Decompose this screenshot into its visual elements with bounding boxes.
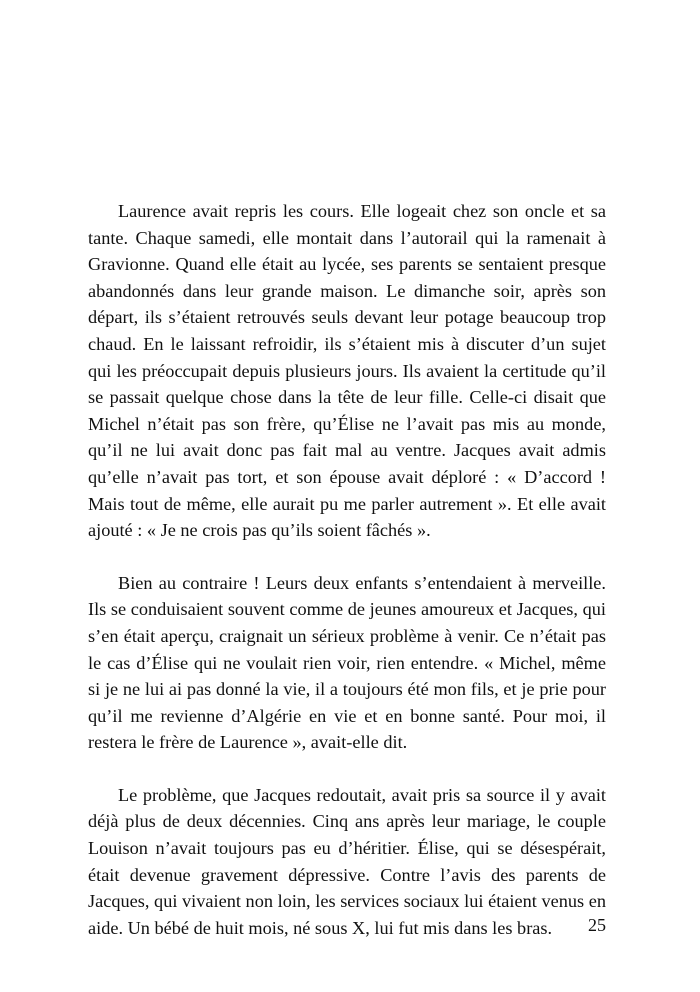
paragraph-3: Le problème, que Jacques redoutait, avait pris sa source il y avait déjà plus de deux décennies. Cinq ans après leur mariage, le couple Louison n’avait toujours pas eu d’héritier. Élise, qui se désespérait, était devenue gravement dépressive. Contre l’avis des parents de Jacques, qui vivaient non loin, les services sociaux lui étaient venus en aide. Un bébé de huit mois, né sous X, lui fut mis dans les bras. [88,784,606,938]
paragraph-1: Laurence avait repris les cours. Elle logeait chez son oncle et sa tante. Chaque samedi, elle montait dans l’autorail qui la ramenait à Gravionne. Quand elle était au lycée, ses parents se sentaient presque abandonnés dans leur grande maison. Le dimanche soir, après son départ, ils s’étaient retrouvés seuls devant leur potage beaucoup trop chaud. En le laissant refroidir, ils s’étaient mis à discuter d’un sujet qui les préoccupait depuis plusieurs jours. Ils avaient la certitude qu’il se passait quelque chose dans la tête de leur fille. Celle-ci disait que Michel n’était pas son frère, qu’Élise ne l’avait pas mis au monde, qu’il ne lui avait donc pas fait mal au ventre. Jacques avait admis qu’elle n’avait pas tort, et son épouse avait déploré : « D’accord ! Mais tout de même, elle aurait pu me parler autrement ». Et elle avait ajouté : « Je ne crois pas qu’ils soient fâchés ». [88,201,606,541]
body-text [88,198,606,941]
paragraph-2: Bien au contraire ! Leurs deux enfants s’entendaient à merveille. Ils se conduisaient souvent comme de jeunes amoureux et Jacques, qui s’en était aperçu, craignait un sérieux problème à venir. Ce n’était pas le cas d’Élise qui ne voulait rien voir, rien entendre. « Michel, même si je ne lui ai pas donné la vie, il a toujours été mon fils, et je prie pour qu’il me revienne d’Algérie en vie et en bonne santé. Pour moi, il restera le frère de Laurence », avait-elle dit. [88,572,606,753]
page-number: 25 [588,915,606,935]
